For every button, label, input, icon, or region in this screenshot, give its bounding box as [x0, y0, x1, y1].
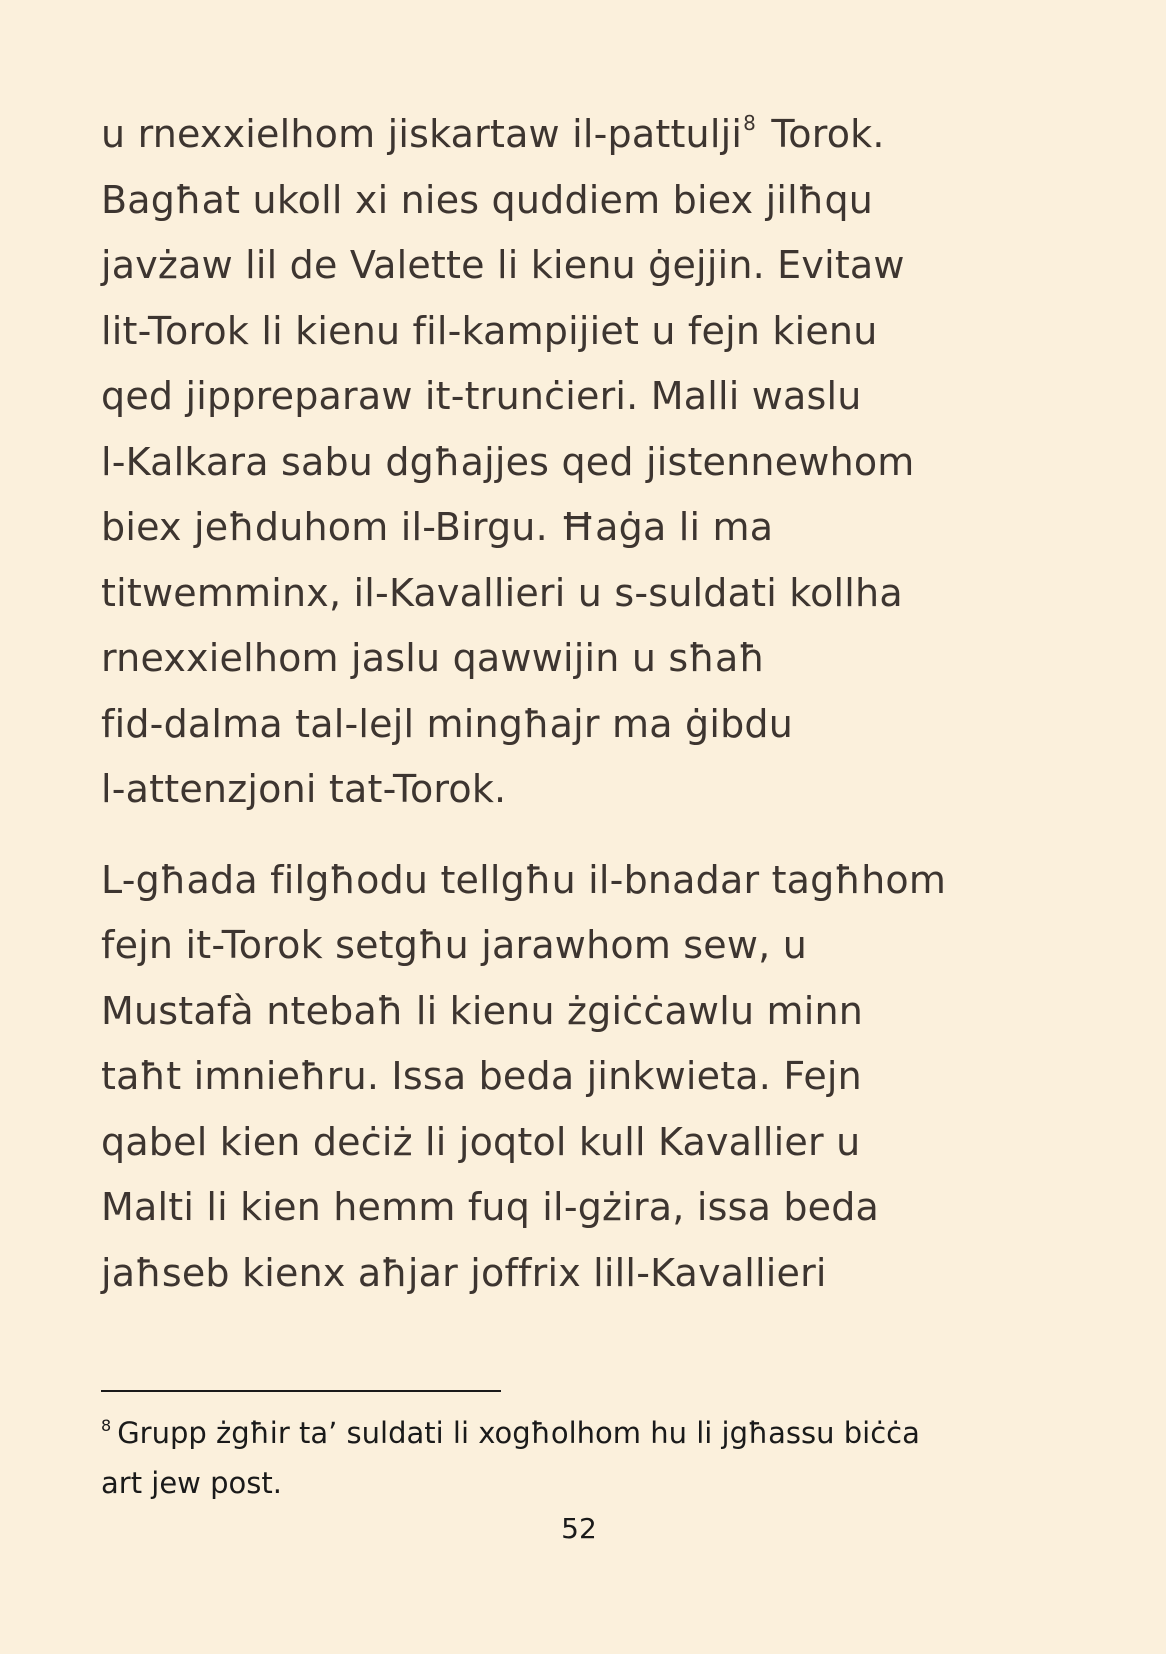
text-line: l-attenzjoni tat-Torok.: [101, 767, 507, 811]
body-text: [101, 102, 1121, 1306]
text-line: qabel kien deċiż li joqtol kull Kavallier u: [101, 1119, 861, 1164]
text-line: fejn it-Torok setgħu jarawhom sew, u: [101, 923, 808, 967]
text-line: rnexxielhom jaslu qawwijin u sħaħ: [101, 636, 766, 680]
text-line: l-Kalkara sabu dgħajjes qed jistennewhom: [101, 439, 915, 484]
text-line: qed jippreparaw it-trunċieri. Malli waslu: [101, 374, 862, 418]
text-line: u rnexxielhom jiskartaw il-pattulji$^8$ Torok.: [101, 111, 885, 156]
paragraph-1: [101, 102, 1121, 823]
footnote-reference: 8: [743, 111, 757, 135]
text-line: Mustafà ntebaħ li kienu żgiċċawlu minn: [101, 988, 864, 1033]
footnote-marker: 8: [101, 1416, 112, 1435]
text-line: Malti li kien hemm fuq il-gżira, issa beda: [101, 1185, 880, 1229]
text-line: jaħseb kienx aħjar joffrix lill-Kavallieri: [101, 1250, 827, 1295]
text-line: titwemminx, il-Kavallieri u s-suldati kollha: [101, 570, 903, 615]
footnote: [101, 1408, 1101, 1508]
footnote-line: art jew post.: [101, 1466, 282, 1500]
paragraph-2: [101, 848, 1121, 1307]
text-line: Bagħat ukoll xi nies quddiem biex jilħqu: [101, 177, 874, 222]
text-line: lit-Torok li kienu fil-kampijiet u fejn kienu: [101, 308, 878, 353]
text-line: taħt imnieħru. Issa beda jinkwieta. Fejn: [101, 1054, 862, 1098]
text-line: L-għada filgħodu tellgħu il-bnadar tagħhom: [101, 857, 947, 902]
page-number: 52: [561, 1512, 597, 1545]
footnote-line: $^8$ Grupp żgħir ta’ suldati li xogħolhom hu li jgħassu biċċa: [101, 1416, 920, 1450]
footnote-divider: [101, 1390, 501, 1392]
paragraph-spacer: [101, 823, 1121, 848]
text-line: javżaw lil de Valette li kienu ġejjin. Evitaw: [101, 243, 905, 287]
text-line: fid-dalma tal-lejl mingħajr ma ġibdu: [101, 701, 794, 746]
text-line: biex jeħduhom il-Birgu. Ħaġa li ma: [101, 505, 774, 549]
